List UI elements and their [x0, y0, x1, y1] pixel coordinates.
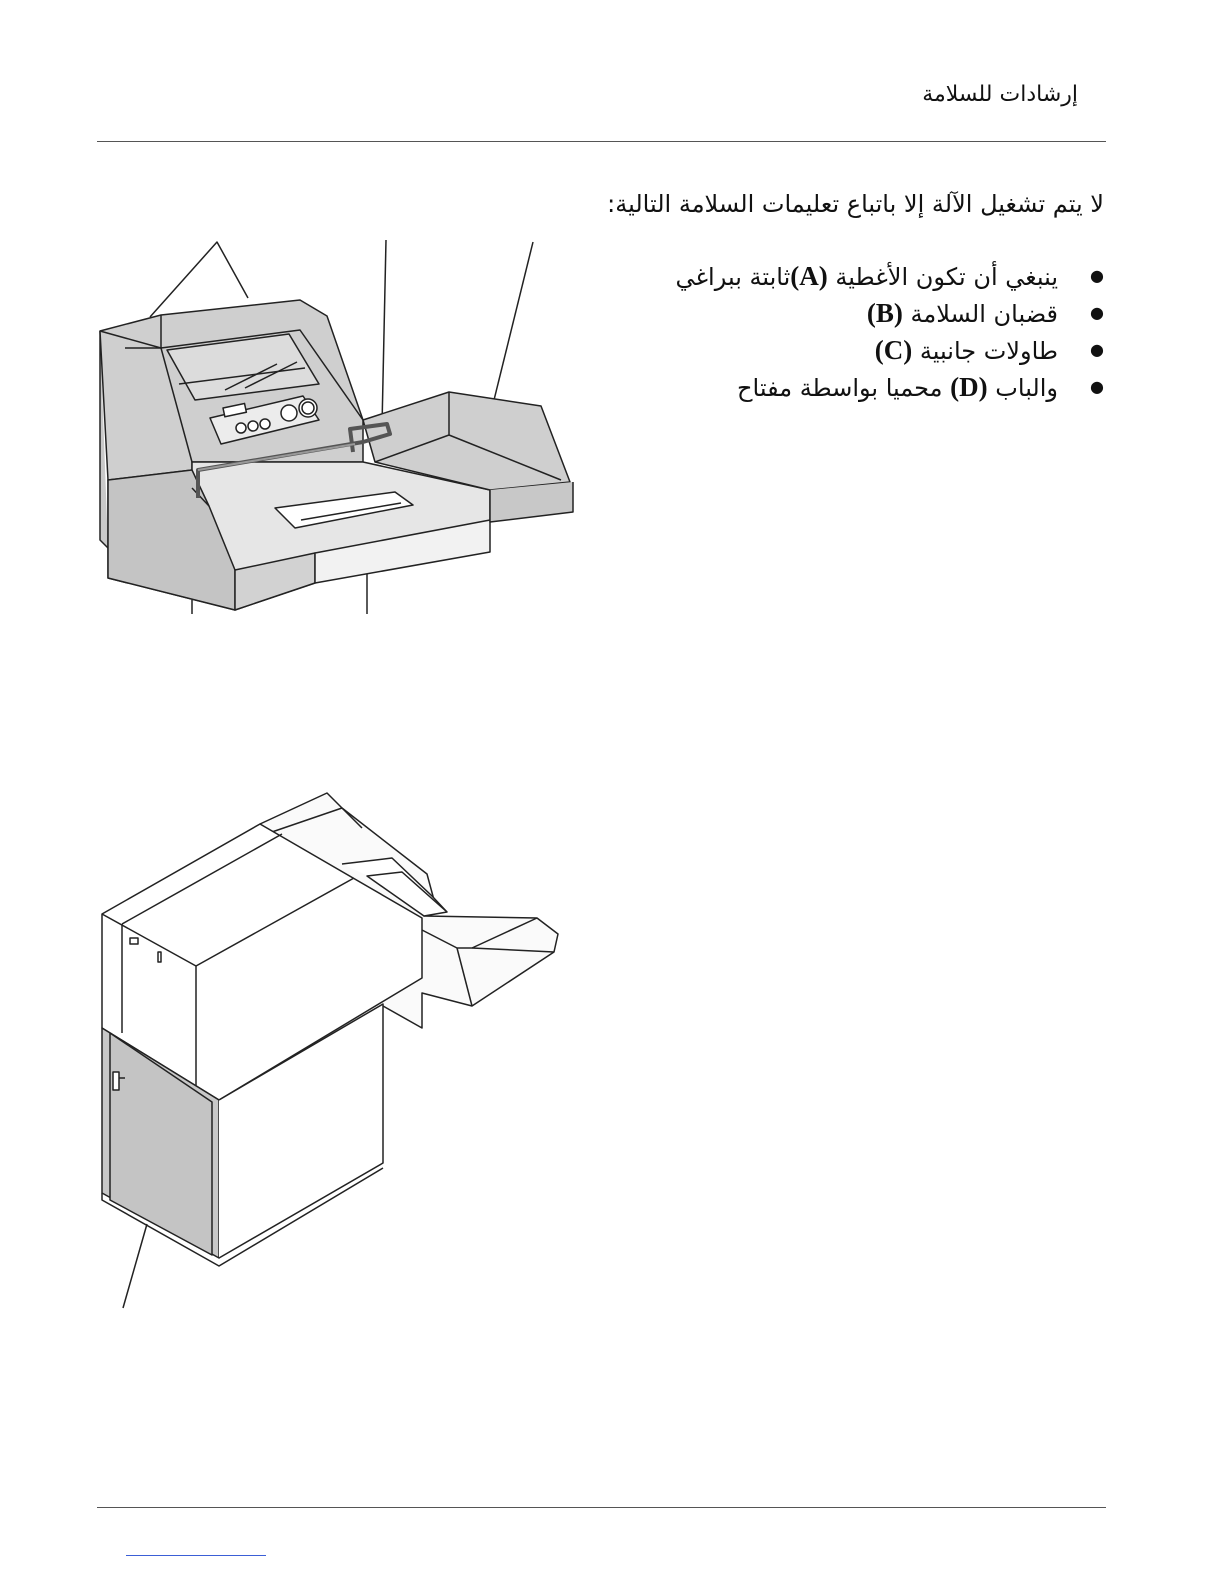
bullet-icon: ● — [1090, 340, 1104, 359]
safety-list — [544, 258, 1104, 406]
bullet-icon: ● — [1090, 266, 1104, 285]
item-letter: (D) — [950, 372, 988, 402]
intro-paragraph: لا يتم تشغيل الآلة إلا باتباع تعليمات السلامة التالية: — [607, 190, 1104, 218]
list-item — [544, 295, 1104, 332]
item-text: طاولات جانبية — [919, 337, 1058, 365]
list-item — [544, 332, 1104, 369]
item-text: ينبغي أن تكون الأغطية — [827, 263, 1058, 291]
list-item — [544, 369, 1104, 406]
item-letter: (B) — [866, 298, 903, 328]
item-letter: (A) — [790, 261, 828, 291]
item-text-after: محميا بواسطة مفتاح — [737, 374, 943, 402]
machine-front-illustration — [95, 230, 585, 620]
item-text-after: ثابتة ببراغي — [675, 263, 791, 291]
footer-underline — [126, 1555, 266, 1556]
item-letter: (C) — [874, 335, 913, 365]
page-header-title: إرشادات للسلامة — [922, 82, 1078, 107]
bullet-icon: ● — [1090, 303, 1104, 322]
header-divider — [97, 141, 1106, 142]
item-text: والباب — [995, 374, 1058, 402]
list-item — [544, 258, 1104, 295]
machine-rear-illustration — [92, 788, 567, 1313]
bullet-icon: ● — [1090, 377, 1104, 396]
item-text: قضبان السلامة — [910, 300, 1058, 328]
footer-divider — [97, 1507, 1106, 1508]
